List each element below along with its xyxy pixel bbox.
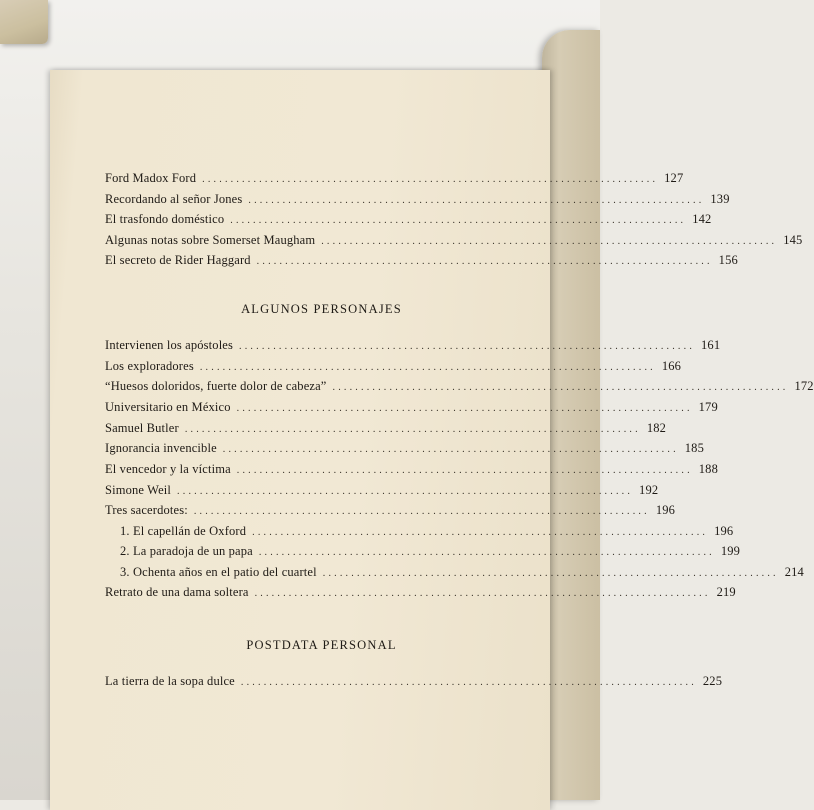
toc-entry	[105, 192, 730, 208]
toc-entry	[105, 171, 684, 187]
toc-entry-title: Recordando al señor Jones	[105, 192, 243, 206]
toc-entry-page: 166	[661, 359, 682, 373]
toc-entry-page: 127	[664, 171, 684, 185]
dot-leader: ................................................................................	[236, 403, 693, 414]
book-page	[50, 70, 814, 810]
dot-leader: ................................................................................	[230, 215, 687, 226]
section-heading: POSTDATA PERSONAL	[246, 638, 397, 652]
toc-entry-title: Simone Weil	[105, 483, 172, 497]
toc-entry	[105, 253, 738, 269]
toc-entry	[105, 503, 676, 519]
dot-leader: ................................................................................	[256, 256, 713, 267]
dot-leader: ................................................................................	[322, 568, 779, 579]
toc-entry	[105, 421, 667, 437]
toc-entry-sub	[120, 524, 734, 540]
toc-entry-page: 188	[698, 462, 718, 476]
toc-entry-page: 156	[718, 253, 738, 267]
dot-leader: ................................................................................	[193, 506, 650, 517]
toc-entry-page: 139	[710, 192, 730, 206]
toc-entry-title: Retrato de una dama soltera	[105, 585, 249, 599]
dot-leader: ................................................................................	[236, 465, 693, 476]
toc-entry-title: Ford Madox Ford	[105, 171, 197, 185]
dot-leader: ................................................................................	[321, 236, 778, 247]
dot-leader: ................................................................................	[252, 527, 709, 538]
toc-entry-title: 1. El capellán de Oxford	[120, 524, 247, 538]
toc-entry	[105, 674, 723, 690]
toc-entry-title: Universitario en México	[105, 400, 231, 414]
toc-entry	[105, 212, 712, 228]
toc-entry-page: 196	[655, 503, 676, 517]
toc-entry-title: “Huesos doloridos, fuerte dolor de cabeza”	[105, 379, 327, 393]
dot-leader: ................................................................................	[202, 174, 659, 185]
toc-entry-page: 219	[716, 585, 736, 599]
toc-entry-page: 192	[639, 483, 659, 497]
toc-entry-title: El secreto de Rider Haggard	[105, 253, 251, 267]
toc-entry-title: 2. La paradoja de un papa	[120, 544, 253, 558]
toc-entry	[105, 462, 718, 478]
toc-entry	[105, 585, 736, 601]
toc-entry	[105, 233, 803, 249]
toc-entry-page: 142	[692, 212, 712, 226]
toc-entry-title: La tierra de la sopa dulce	[105, 674, 235, 688]
dot-leader: ................................................................................	[239, 341, 696, 352]
toc-entry-sub	[120, 565, 804, 581]
toc-entry	[105, 359, 682, 375]
toc-entry-page: 225	[702, 674, 723, 688]
toc-entry-page: 145	[783, 233, 803, 247]
dot-leader: ................................................................................	[222, 444, 679, 455]
dot-leader: ................................................................................	[240, 677, 697, 688]
toc-entry-title: Ignorancia invencible	[105, 441, 217, 455]
toc-entry-page: 185	[684, 441, 704, 455]
dot-leader: ................................................................................	[248, 195, 705, 206]
toc-entry	[105, 483, 659, 499]
toc-entry-page: 199	[720, 544, 741, 558]
book-corner	[0, 0, 48, 44]
toc-entry-page: 196	[714, 524, 734, 538]
toc-entry	[105, 400, 718, 416]
toc-entry-title: El vencedor y la víctima	[105, 462, 231, 476]
toc-entry-title: Intervienen los apóstoles	[105, 338, 234, 352]
dot-leader: ................................................................................	[199, 362, 656, 373]
toc-entry-title: Tres sacerdotes:	[105, 503, 188, 517]
toc-entry-sub	[120, 544, 741, 560]
toc-entry	[105, 441, 704, 457]
toc-entry-page: 172	[794, 379, 814, 393]
section-heading: ALGUNOS PERSONAJES	[241, 302, 402, 316]
dot-leader: ................................................................................	[254, 588, 711, 599]
dot-leader: ................................................................................	[332, 382, 789, 393]
toc-entry-title: Samuel Butler	[105, 421, 179, 435]
toc-entry	[105, 338, 721, 354]
dot-leader: ................................................................................	[177, 486, 634, 497]
toc-entry-title: El trasfondo doméstico	[105, 212, 225, 226]
dot-leader: ................................................................................	[258, 547, 715, 558]
toc-entry-page: 179	[698, 400, 718, 414]
dot-leader: ................................................................................	[184, 424, 641, 435]
toc-entry-page: 214	[784, 565, 804, 579]
toc-entry-title: 3. Ochenta años en el patio del cuartel	[120, 565, 317, 579]
toc-entry-page: 161	[701, 338, 721, 352]
toc-entry-title: Algunas notas sobre Somerset Maugham	[105, 233, 316, 247]
toc-entry-page: 182	[646, 421, 667, 435]
toc-entry	[105, 379, 814, 395]
toc-entry-title: Los exploradores	[105, 359, 194, 373]
